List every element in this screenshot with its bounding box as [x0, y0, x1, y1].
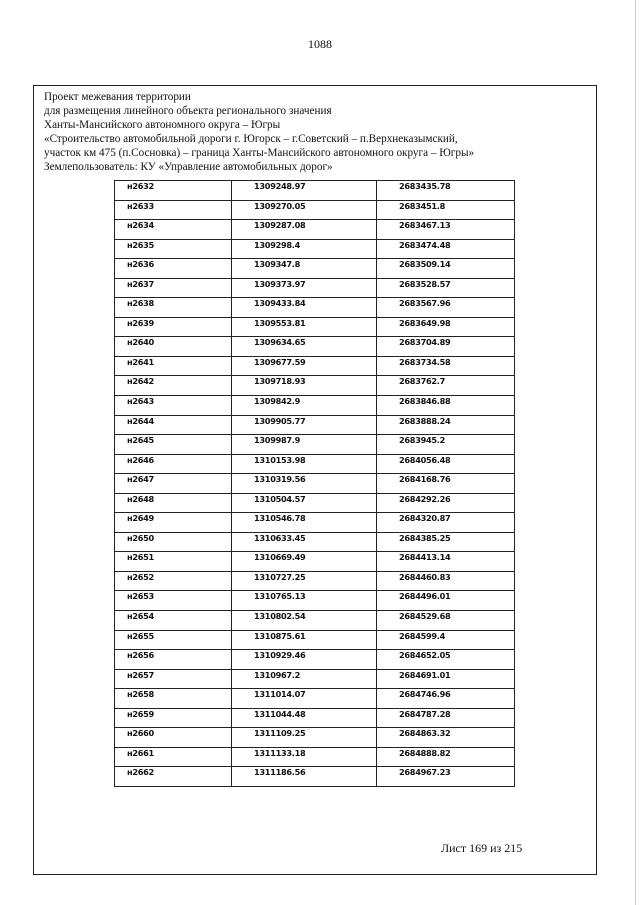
- x-coordinate-cell: 1311133.18: [232, 747, 377, 767]
- x-coordinate-cell: 1311044.48: [232, 708, 377, 728]
- point-id-cell: н2644: [115, 415, 232, 435]
- x-coordinate-cell: 1310929.46: [232, 650, 377, 670]
- x-coordinate-cell: 1309842.9: [232, 396, 377, 416]
- y-coordinate-cell: 2683762.7: [377, 376, 515, 396]
- point-id-cell: н2636: [115, 259, 232, 279]
- coordinates-table-body: [115, 181, 515, 787]
- page-number: 1088: [308, 37, 332, 51]
- point-id-cell: н2649: [115, 513, 232, 533]
- point-id-cell: н2647: [115, 474, 232, 494]
- point-id-cell: н2632: [115, 181, 232, 201]
- x-coordinate-cell: 1309433.84: [232, 298, 377, 318]
- table-row: [115, 317, 515, 337]
- sheet-number: Лист 169 из 215: [441, 841, 523, 855]
- y-coordinate-cell: 2683945.2: [377, 435, 515, 455]
- point-id-cell: н2643: [115, 396, 232, 416]
- x-coordinate-cell: 1310802.54: [232, 611, 377, 631]
- y-coordinate-cell: 2683474.48: [377, 239, 515, 259]
- x-coordinate-cell: 1310875.61: [232, 630, 377, 650]
- header-line-1: Проект межевания территории: [44, 91, 191, 103]
- y-coordinate-cell: 2683467.13: [377, 220, 515, 240]
- table-row: [115, 747, 515, 767]
- y-coordinate-cell: 2683888.24: [377, 415, 515, 435]
- y-coordinate-cell: 2684599.4: [377, 630, 515, 650]
- table-row: [115, 474, 515, 494]
- point-id-cell: н2640: [115, 337, 232, 357]
- y-coordinate-cell: 2684168.76: [377, 474, 515, 494]
- y-coordinate-cell: 2683509.14: [377, 259, 515, 279]
- table-row: [115, 591, 515, 611]
- table-row: [115, 337, 515, 357]
- x-coordinate-cell: 1310153.98: [232, 454, 377, 474]
- header-line-4: «Строительство автомобильной дороги г. Югорск – г.Советский – п.Верхнеказымский,: [44, 133, 458, 145]
- point-id-cell: н2654: [115, 611, 232, 631]
- y-coordinate-cell: 2684529.68: [377, 611, 515, 631]
- table-row: [115, 728, 515, 748]
- table-row: [115, 689, 515, 709]
- y-coordinate-cell: 2683528.57: [377, 278, 515, 298]
- point-id-cell: н2655: [115, 630, 232, 650]
- header-line-3: Ханты-Мансийского автономного округа – Югры: [44, 119, 281, 131]
- header-line-2: для размещения линейного объекта регионального значения: [44, 105, 332, 117]
- point-id-cell: н2652: [115, 571, 232, 591]
- x-coordinate-cell: 1309287.08: [232, 220, 377, 240]
- table-row: [115, 513, 515, 533]
- table-row: [115, 669, 515, 689]
- header-line-6: Землепользователь: КУ «Управление автомобильных дорог»: [44, 161, 333, 173]
- x-coordinate-cell: 1310319.56: [232, 474, 377, 494]
- table-row: [115, 630, 515, 650]
- point-id-cell: н2642: [115, 376, 232, 396]
- point-id-cell: н2633: [115, 200, 232, 220]
- y-coordinate-cell: 2683734.58: [377, 356, 515, 376]
- point-id-cell: н2653: [115, 591, 232, 611]
- x-coordinate-cell: 1311186.56: [232, 767, 377, 787]
- x-coordinate-cell: 1309677.59: [232, 356, 377, 376]
- scan-edge-line: [635, 0, 636, 905]
- table-row: [115, 396, 515, 416]
- table-row: [115, 493, 515, 513]
- y-coordinate-cell: 2683846.88: [377, 396, 515, 416]
- point-id-cell: н2639: [115, 317, 232, 337]
- point-id-cell: н2648: [115, 493, 232, 513]
- y-coordinate-cell: 2684460.83: [377, 571, 515, 591]
- y-coordinate-cell: 2684413.14: [377, 552, 515, 572]
- x-coordinate-cell: 1309248.97: [232, 181, 377, 201]
- y-coordinate-cell: 2683435.78: [377, 181, 515, 201]
- y-coordinate-cell: 2684652.05: [377, 650, 515, 670]
- point-id-cell: н2661: [115, 747, 232, 767]
- point-id-cell: н2641: [115, 356, 232, 376]
- y-coordinate-cell: 2684746.96: [377, 689, 515, 709]
- table-row: [115, 532, 515, 552]
- table-row: [115, 376, 515, 396]
- point-id-cell: н2662: [115, 767, 232, 787]
- header-line-5: участок км 475 (п.Сосновка) – граница Ханты-Мансийского автономного округа – Югры»: [44, 147, 475, 159]
- x-coordinate-cell: 1310669.49: [232, 552, 377, 572]
- y-coordinate-cell: 2684320.87: [377, 513, 515, 533]
- table-row: [115, 278, 515, 298]
- x-coordinate-cell: 1310967.2: [232, 669, 377, 689]
- point-id-cell: н2645: [115, 435, 232, 455]
- table-row: [115, 356, 515, 376]
- y-coordinate-cell: 2683451.8: [377, 200, 515, 220]
- y-coordinate-cell: 2684888.82: [377, 747, 515, 767]
- x-coordinate-cell: 1309718.93: [232, 376, 377, 396]
- x-coordinate-cell: 1309298.4: [232, 239, 377, 259]
- x-coordinate-cell: 1310727.25: [232, 571, 377, 591]
- point-id-cell: н2637: [115, 278, 232, 298]
- x-coordinate-cell: 1311109.25: [232, 728, 377, 748]
- point-id-cell: н2658: [115, 689, 232, 709]
- table-row: [115, 200, 515, 220]
- y-coordinate-cell: 2683704.89: [377, 337, 515, 357]
- x-coordinate-cell: 1309347.8: [232, 259, 377, 279]
- y-coordinate-cell: 2684863.32: [377, 728, 515, 748]
- document-header: [44, 90, 584, 174]
- table-row: [115, 181, 515, 201]
- y-coordinate-cell: 2684292.26: [377, 493, 515, 513]
- x-coordinate-cell: 1309373.97: [232, 278, 377, 298]
- table-row: [115, 571, 515, 591]
- table-row: [115, 298, 515, 318]
- y-coordinate-cell: 2684385.25: [377, 532, 515, 552]
- point-id-cell: н2650: [115, 532, 232, 552]
- x-coordinate-cell: 1309987.9: [232, 435, 377, 455]
- point-id-cell: н2646: [115, 454, 232, 474]
- table-row: [115, 650, 515, 670]
- x-coordinate-cell: 1309905.77: [232, 415, 377, 435]
- point-id-cell: н2660: [115, 728, 232, 748]
- x-coordinate-cell: 1310633.45: [232, 532, 377, 552]
- x-coordinate-cell: 1310765.13: [232, 591, 377, 611]
- table-row: [115, 611, 515, 631]
- point-id-cell: н2634: [115, 220, 232, 240]
- y-coordinate-cell: 2683649.98: [377, 317, 515, 337]
- table-row: [115, 415, 515, 435]
- y-coordinate-cell: 2684691.01: [377, 669, 515, 689]
- point-id-cell: н2657: [115, 669, 232, 689]
- table-row: [115, 454, 515, 474]
- y-coordinate-cell: 2684787.28: [377, 708, 515, 728]
- coordinates-table: [114, 180, 515, 787]
- point-id-cell: н2638: [115, 298, 232, 318]
- point-id-cell: н2635: [115, 239, 232, 259]
- x-coordinate-cell: 1309553.81: [232, 317, 377, 337]
- x-coordinate-cell: 1310546.78: [232, 513, 377, 533]
- x-coordinate-cell: 1310504.57: [232, 493, 377, 513]
- x-coordinate-cell: 1309634.65: [232, 337, 377, 357]
- y-coordinate-cell: 2684056.48: [377, 454, 515, 474]
- y-coordinate-cell: 2684967.23: [377, 767, 515, 787]
- table-row: [115, 767, 515, 787]
- x-coordinate-cell: 1311014.07: [232, 689, 377, 709]
- table-row: [115, 708, 515, 728]
- table-row: [115, 220, 515, 240]
- table-row: [115, 259, 515, 279]
- table-row: [115, 435, 515, 455]
- y-coordinate-cell: 2684496.01: [377, 591, 515, 611]
- x-coordinate-cell: 1309270.05: [232, 200, 377, 220]
- point-id-cell: н2659: [115, 708, 232, 728]
- point-id-cell: н2651: [115, 552, 232, 572]
- table-row: [115, 239, 515, 259]
- table-row: [115, 552, 515, 572]
- point-id-cell: н2656: [115, 650, 232, 670]
- y-coordinate-cell: 2683567.96: [377, 298, 515, 318]
